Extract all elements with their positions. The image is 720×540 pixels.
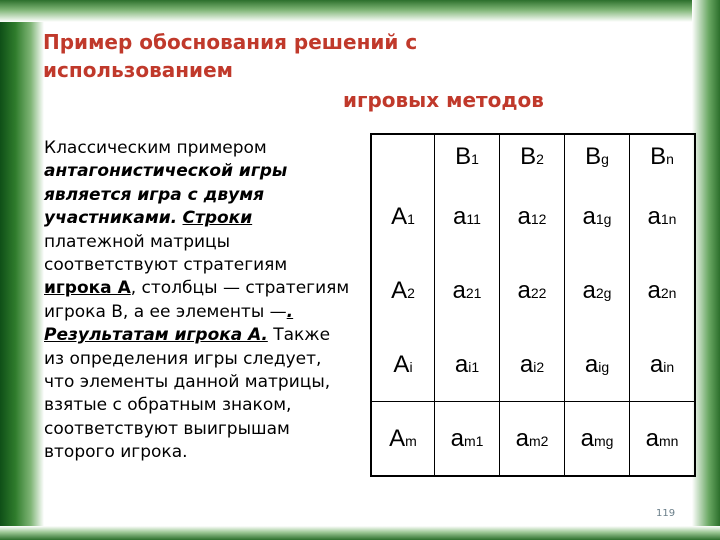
matrix-cell: ai1 xyxy=(435,328,500,402)
matrix-row-header: A2 xyxy=(371,254,435,328)
matrix-row-header: Ai xyxy=(371,328,435,402)
matrix-col-header: B2 xyxy=(500,134,565,180)
matrix-row xyxy=(371,402,695,477)
matrix-row-header: Am xyxy=(371,402,435,477)
matrix-cell: a11 xyxy=(435,180,500,254)
matrix-cell: ain xyxy=(630,328,696,402)
right-frame-gradient xyxy=(692,0,720,540)
matrix-col-header: Bg xyxy=(565,134,630,180)
matrix-col-header: B1 xyxy=(435,134,500,180)
matrix-cell: a1n xyxy=(630,180,696,254)
matrix-row xyxy=(371,254,695,328)
title-line-2: использованием xyxy=(43,58,233,82)
body-segment-antagonistic: антагонистической игры является игра с двумя участниками. xyxy=(44,161,288,229)
body-segment-strategies: платежной матрицы соответствуют стратегиям xyxy=(44,231,288,276)
left-frame-gradient xyxy=(0,0,44,540)
title-line-1: Пример обоснования решений с xyxy=(43,30,418,54)
body-segment-columns: , столбцы — стратегиям игрока В, а ее элементы — xyxy=(44,278,350,322)
matrix-cell: a12 xyxy=(500,180,565,254)
matrix-row-header: A1 xyxy=(371,180,435,254)
top-frame-gradient xyxy=(0,0,720,22)
matrix-row xyxy=(371,180,695,254)
matrix-cell: ai2 xyxy=(500,328,565,402)
matrix-cell: a1g xyxy=(565,180,630,254)
body-segment-rows: Строки xyxy=(182,208,253,229)
matrix-cell: amg xyxy=(565,402,630,477)
body-segment-results: . Результатам игрока А. xyxy=(44,301,294,346)
matrix-cell: a2n xyxy=(630,254,696,328)
body-paragraph xyxy=(44,137,354,465)
page-number: 119 xyxy=(656,508,676,519)
matrix-cell: aig xyxy=(565,328,630,402)
title-line-3: игровых методов xyxy=(343,88,544,112)
matrix-row xyxy=(371,328,695,402)
matrix-corner-cell xyxy=(371,134,435,180)
matrix-col-header: Bn xyxy=(630,134,696,180)
body-segment-player-a: игрока А xyxy=(44,278,131,299)
bottom-frame-gradient xyxy=(0,526,720,540)
matrix-cell: a2g xyxy=(565,254,630,328)
slide-title xyxy=(43,28,603,114)
matrix-cell: am2 xyxy=(500,402,565,477)
matrix-cell: amn xyxy=(630,402,696,477)
body-segment-conclusion: Также из определения игры следует, что элементы данной матрицы, взятые с обратным знаком, соответствуют выигрышам второго игрока. xyxy=(44,325,331,463)
matrix-cell: am1 xyxy=(435,402,500,477)
body-segment-1: Классическим примером xyxy=(44,138,267,158)
matrix-cell: a21 xyxy=(435,254,500,328)
matrix-header-row xyxy=(371,134,695,180)
payoff-matrix xyxy=(370,133,696,477)
matrix-cell: a22 xyxy=(500,254,565,328)
